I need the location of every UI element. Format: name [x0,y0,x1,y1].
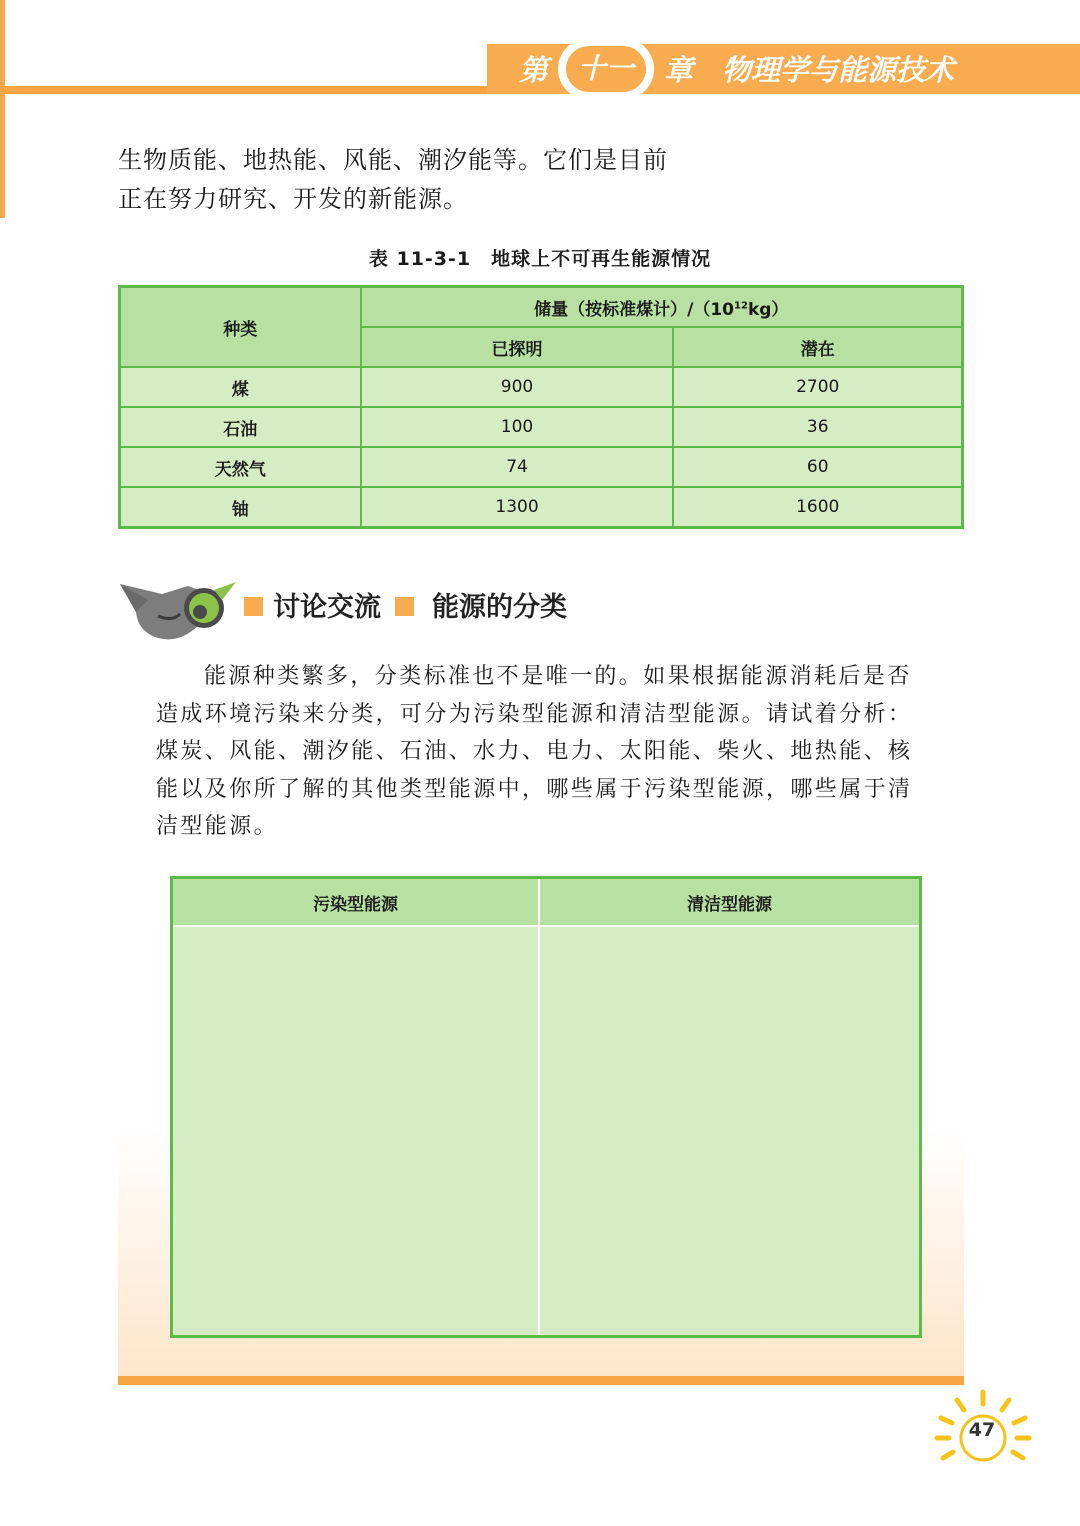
discussion-heading [238,588,567,628]
discussion-label: 讨论交流 [273,592,381,623]
kind-cell: 天然气 [120,447,361,487]
mascot-icon [118,578,242,644]
column-header-proven: 已探明 [361,327,674,367]
chapter-number-badge [558,38,654,100]
column-header-kind: 种类 [120,287,361,368]
intro-line: 生物质能、地热能、风能、潮汐能等。它们是目前 [118,146,668,174]
discussion-text: 能源种类繁多，分类标准也不是唯一的。如果根据能源消耗后是否造成环境污染来分类，可分为污染型能源和清洁型能源。请试着分析：煤炭、风能、潮汐能、石油、水力、电力、太阳能、柴火、地热能、核能以及你所了解的其他类型能源中，哪些属于污染型能源，哪些属于清洁型能源。 [156,664,913,839]
table-caption: 表 11-3-1 地球上不可再生能源情况 [368,248,712,270]
chapter-prefix: 第 [519,53,549,87]
kind-cell: 石油 [120,407,361,447]
chapter-suffix: 章 [664,53,694,87]
proven-cell: 900 [361,367,674,407]
page-number: 47 [968,1419,996,1441]
table-row [120,407,963,447]
column-header-polluting: 污染型能源 [172,878,539,927]
discussion-topic: 能源的分类 [432,592,567,623]
column-header-potential: 潜在 [673,327,962,367]
footer-rule [118,1376,964,1385]
energy-classification-table [170,876,922,1338]
table-row [120,367,963,407]
proven-cell: 1300 [361,487,674,528]
table-row [120,487,963,528]
energy-reserves-table [118,285,964,529]
intro-line: 正在努力研究、开发的新能源。 [118,185,468,213]
chapter-title: 物理学与能源技术 [722,53,955,87]
chapter-number: 十一 [566,46,646,92]
column-header-reserve: 储量（按标准煤计）$/(10^{12}kg)$ [361,287,963,328]
column-header-clean: 清洁型能源 [539,878,921,927]
proven-cell: 100 [361,407,674,447]
square-bullet-icon [395,597,414,616]
left-margin-rule [0,0,5,218]
square-bullet-icon [244,597,263,616]
proven-cell: 74 [361,447,674,487]
kind-cell: 煤 [120,367,361,407]
kind-cell: 铀 [120,487,361,528]
polluting-answer-cell[interactable] [172,926,539,1337]
intro-paragraph [118,141,738,219]
potential-cell: 36 [673,407,962,447]
clean-answer-cell[interactable] [539,926,921,1337]
table-row [120,447,963,487]
potential-cell: 2700 [673,367,962,407]
potential-cell: 60 [673,447,962,487]
potential-cell: 1600 [673,487,962,528]
